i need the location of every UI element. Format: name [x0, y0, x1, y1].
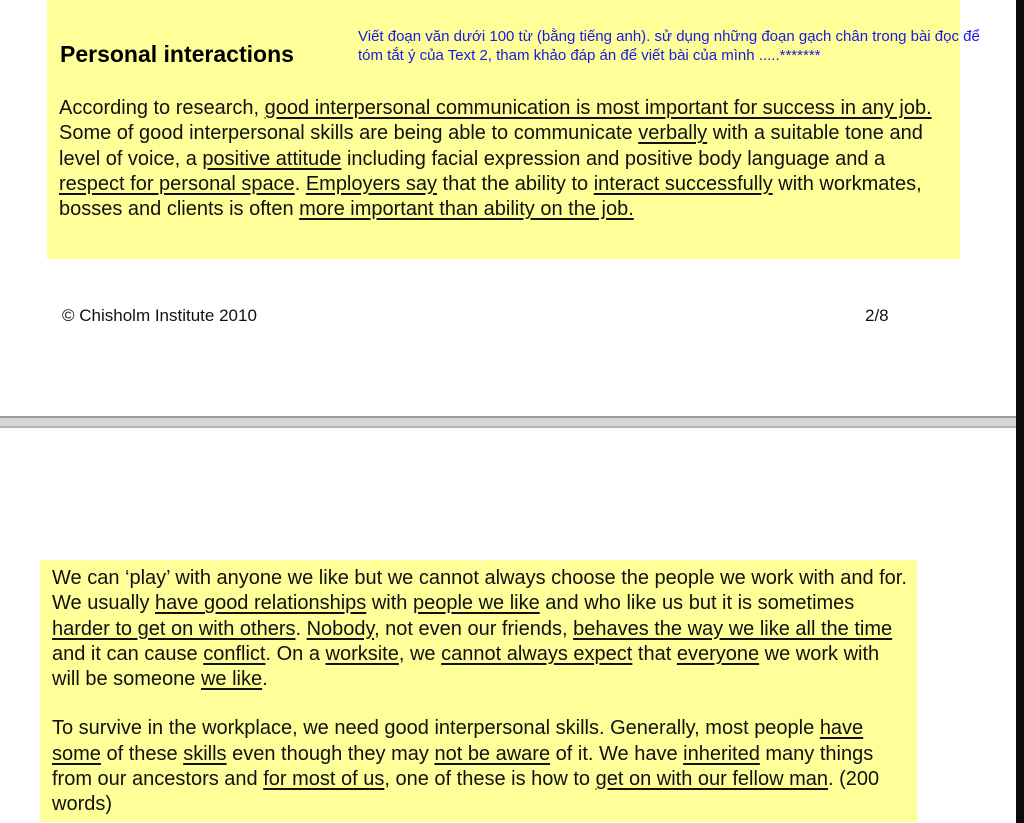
text-segment: , not even our friends,	[374, 617, 574, 640]
text-segment: .	[294, 172, 306, 195]
text-segment: of these	[100, 742, 184, 765]
text-segment: we work with will be someone	[52, 642, 880, 691]
page-number: 2/8	[865, 306, 889, 325]
text-segment: , one of these is how to	[384, 768, 596, 791]
page-separator	[0, 416, 1016, 428]
text-segment: , we	[398, 642, 442, 665]
underlined-phrase: for most of us	[263, 768, 385, 791]
text-segment: even though they may	[226, 742, 435, 765]
text-segment: . (200 words)	[52, 768, 880, 816]
underlined-phrase: positive attitude	[202, 147, 342, 170]
text-segment: with	[366, 592, 413, 615]
text-segment: To survive in the workplace, we need good interpersonal skills. Generally, most people	[52, 717, 820, 740]
text-segment: with workmates, bosses and clients is often	[59, 172, 922, 221]
viewer-edge	[1016, 0, 1024, 823]
text-segment: and who like us but it is sometimes	[539, 592, 855, 615]
text-segment: many things from our ancestors and	[52, 742, 874, 791]
underlined-phrase: Employers say	[305, 172, 437, 195]
text-segment: that the ability to	[436, 172, 594, 195]
text-segment: According to research,	[59, 97, 265, 119]
underlined-phrase: get on with our fellow man	[595, 768, 828, 791]
paragraph-interpersonal-skills	[52, 716, 912, 817]
page-3	[0, 428, 1016, 823]
underlined-phrase: behaves the way we like all the time	[573, 617, 893, 640]
underlined-phrase: cannot always expect	[441, 642, 633, 665]
text-segment: .	[295, 617, 307, 640]
underlined-phrase: we like	[200, 668, 263, 691]
underlined-phrase: everyone	[676, 642, 760, 665]
text-segment: with a suitable tone and level of voice, a	[59, 122, 923, 170]
underlined-phrase: verbally	[638, 122, 708, 145]
highlight-box	[47, 0, 980, 259]
text-segment: . On a	[265, 642, 326, 665]
underlined-phrase: have some	[52, 717, 864, 765]
underlined-phrase: conflict	[203, 642, 266, 665]
underlined-phrase: Nobody	[306, 617, 375, 640]
text-segment: .	[262, 668, 268, 691]
paragraph-personal-interactions	[59, 96, 949, 222]
underlined-phrase: not be aware	[434, 742, 551, 765]
copyright-footer: © Chisholm Institute 2010	[62, 306, 257, 325]
text-segment: Some of good interpersonal skills are being able to communicate	[59, 122, 639, 145]
underlined-phrase: worksite	[325, 642, 399, 665]
underlined-phrase: interact successfully	[593, 172, 773, 195]
underlined-phrase: respect for personal space	[59, 172, 295, 195]
underlined-phrase: people we like	[412, 592, 540, 615]
underlined-phrase: have good relationships	[155, 592, 367, 615]
handwritten-note: Viết đoạn văn dưới 100 từ (bằng tiếng anh). sử dụng những đoạn gạch chân trong bài đọc để tóm tắt ý của Text 2, tham khảo đáp án để viết bài của mình .....*******	[358, 28, 980, 64]
underlined-phrase: harder to get on with others	[52, 617, 296, 640]
paragraph-relationships	[52, 566, 912, 692]
text-segment: including facial expression and positive body language and a	[341, 147, 886, 170]
text-segment: that	[632, 642, 677, 665]
text-segment: of it. We have	[550, 742, 684, 765]
text-segment: We can ‘play’ with anyone we like but we cannot always choose the people we work with and for. We usually	[52, 567, 907, 615]
underlined-phrase: good interpersonal communication is most important for success in any job.	[264, 97, 932, 119]
text-segment: and it can cause	[52, 642, 204, 665]
highlight-box	[40, 560, 917, 822]
underlined-phrase: inherited	[683, 742, 760, 765]
page-title: Personal interactions	[60, 41, 294, 67]
underlined-phrase: skills	[183, 742, 227, 765]
underlined-phrase: more important than ability on the job.	[299, 198, 634, 221]
